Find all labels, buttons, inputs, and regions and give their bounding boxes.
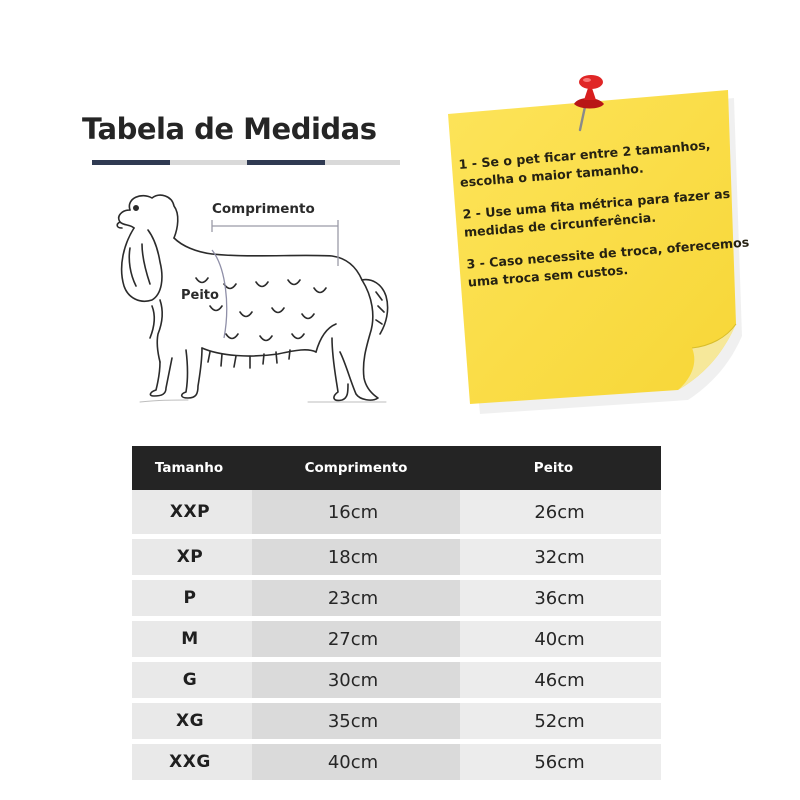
chest-cell: 36cm bbox=[460, 580, 661, 616]
size-cell: XG bbox=[132, 703, 252, 739]
size-table bbox=[132, 446, 661, 780]
chest-cell: 26cm bbox=[460, 490, 661, 534]
dog-outline-icon bbox=[100, 188, 400, 420]
size-cell: XXP bbox=[132, 490, 252, 534]
dog-measurement-illustration bbox=[100, 188, 400, 420]
length-cell: 40cm bbox=[252, 744, 460, 780]
chest-cell: 46cm bbox=[460, 662, 661, 698]
table-row bbox=[132, 662, 661, 698]
length-cell: 23cm bbox=[252, 580, 460, 616]
size-cell: G bbox=[132, 662, 252, 698]
tip-item: 2 - Use uma fita métrica para fazer as medidas de circunferência. bbox=[462, 185, 731, 240]
header-size: Tamanho bbox=[154, 460, 224, 476]
length-cell: 18cm bbox=[252, 539, 460, 575]
header-length: Comprimento bbox=[304, 460, 408, 476]
table-header bbox=[132, 446, 661, 490]
tip-item: 3 - Caso necessite de troca, oferecemos uma troca sem custos. bbox=[465, 234, 750, 290]
chest-cell: 56cm bbox=[460, 744, 661, 780]
table-row bbox=[132, 539, 661, 575]
table-row bbox=[132, 621, 661, 657]
length-label: Comprimento bbox=[212, 201, 315, 217]
chest-cell: 40cm bbox=[460, 621, 661, 657]
length-cell: 35cm bbox=[252, 703, 460, 739]
underline-accent bbox=[92, 160, 170, 165]
tip-item: 1 - Se o pet ficar entre 2 tamanhos, escolha o maior tamanho. bbox=[458, 137, 711, 190]
tips-list bbox=[458, 132, 769, 305]
table-row bbox=[132, 580, 661, 616]
chest-cell: 32cm bbox=[460, 539, 661, 575]
table-row bbox=[132, 490, 661, 534]
length-cell: 16cm bbox=[252, 490, 460, 534]
header-chest: Peito bbox=[533, 460, 574, 476]
page-title: Tabela de Medidas bbox=[82, 112, 377, 146]
tips-sticky-note bbox=[440, 72, 770, 422]
chest-label: Peito bbox=[181, 288, 219, 303]
size-cell: P bbox=[132, 580, 252, 616]
push-pin-icon bbox=[566, 72, 616, 134]
underline-accent bbox=[247, 160, 325, 165]
length-cell: 30cm bbox=[252, 662, 460, 698]
size-cell: XXG bbox=[132, 744, 252, 780]
table-row bbox=[132, 744, 661, 780]
title-underline bbox=[92, 160, 400, 165]
chest-cell: 52cm bbox=[460, 703, 661, 739]
size-cell: M bbox=[132, 621, 252, 657]
length-cell: 27cm bbox=[252, 621, 460, 657]
size-cell: XP bbox=[132, 539, 252, 575]
table-row bbox=[132, 703, 661, 739]
